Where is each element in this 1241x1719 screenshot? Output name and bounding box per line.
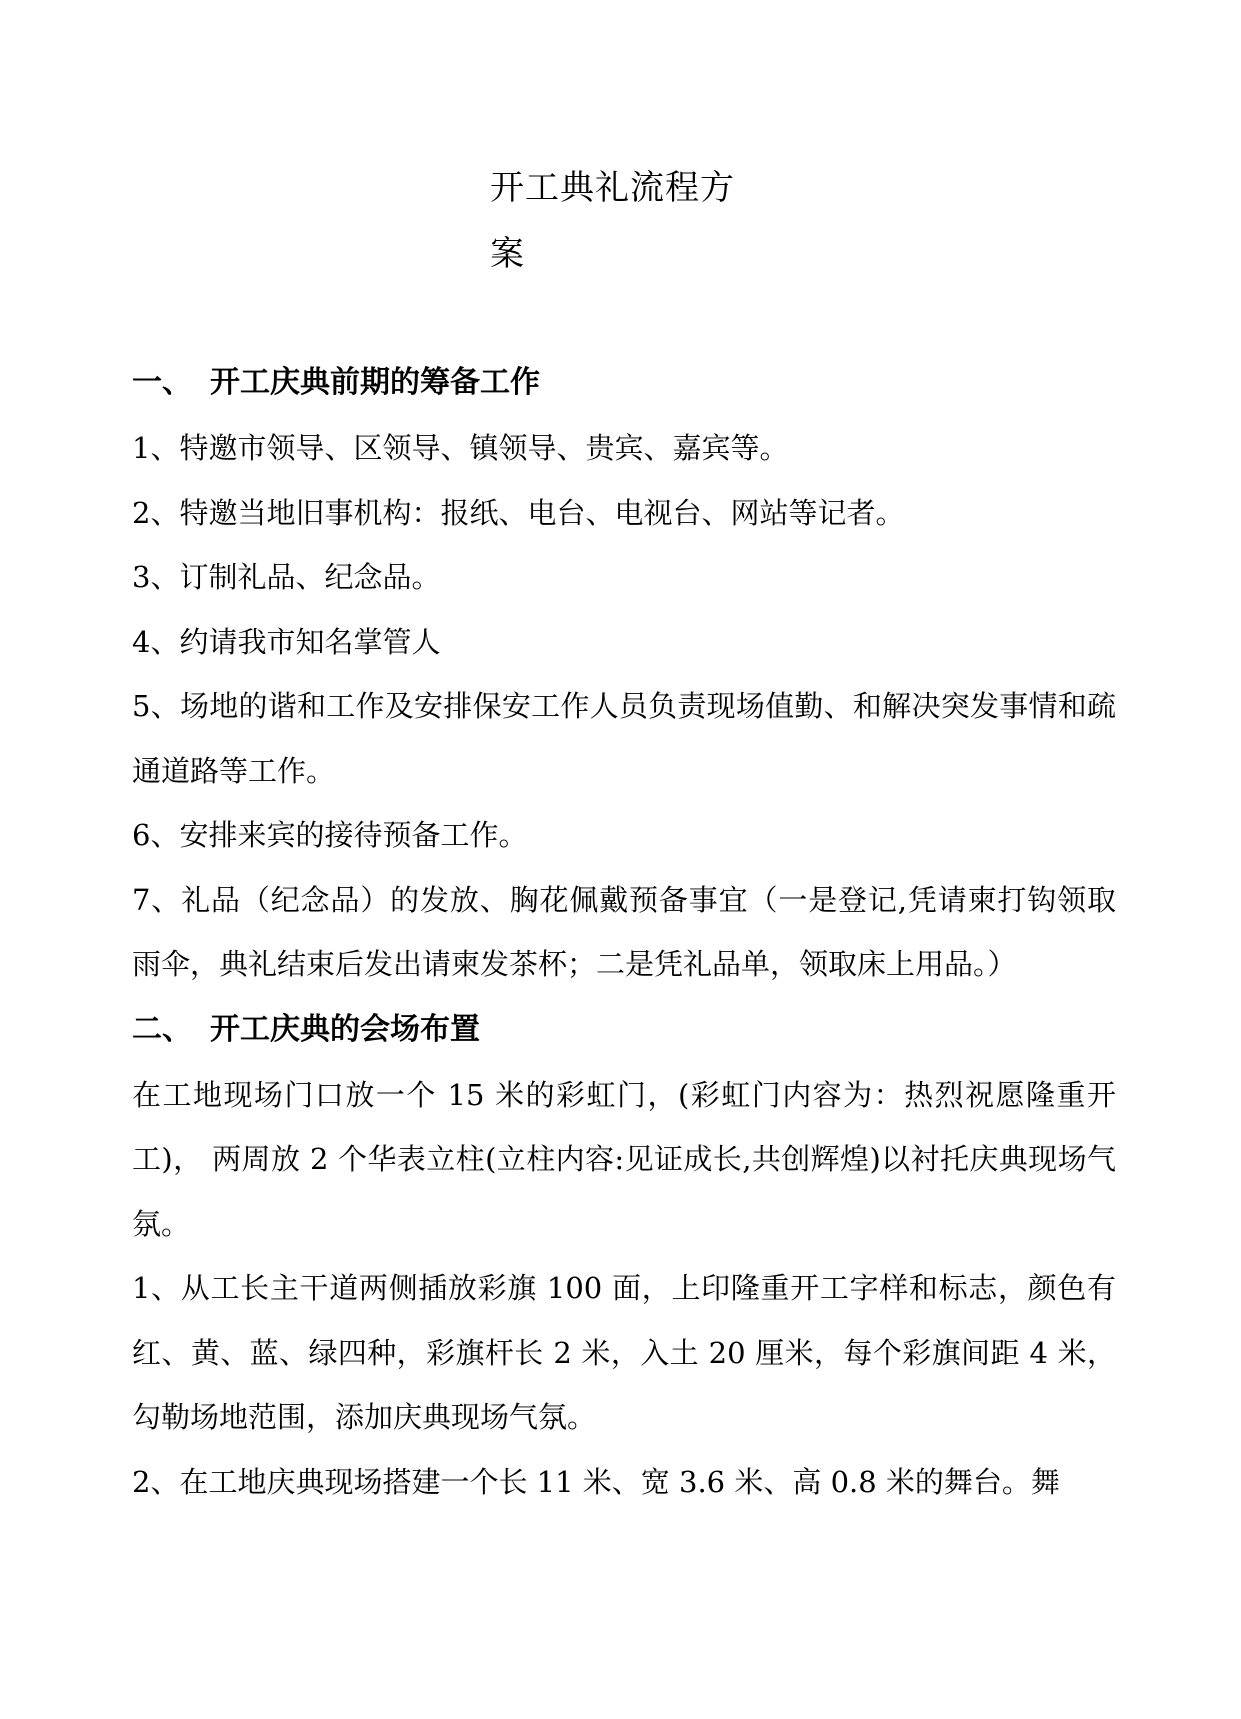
- paragraph: 6、安排来宾的接待预备工作。: [132, 818, 528, 852]
- section-heading-1: [132, 350, 1116, 416]
- section-number: 二、: [132, 1011, 192, 1047]
- paragraph: 1、特邀市领导、区领导、镇领导、贵宾、嘉宾等。: [132, 431, 789, 465]
- paragraph: 1、从工长主干道两侧插放彩旗 100 面，上印隆重开工字样和标志，颜色有红、黄、蓝、绿四种，彩旗杆长 2 米，入土 20 厘米，每个彩旗间距 4 米，勾勒场地范围，添加庆典现场气氛。: [132, 1271, 1116, 1434]
- paragraph: 3、订制礼品、纪念品。: [132, 560, 441, 594]
- section-title: 开工庆典的会场布置: [210, 1011, 480, 1047]
- document-title: 开工典礼流程方案: [490, 168, 735, 274]
- paragraph: 2、在工地庆典现场搭建一个长 11 米、宽 3.6 米、高 0.8 米的舞台。舞: [132, 1464, 1060, 1499]
- section-number: 一、: [132, 365, 192, 400]
- paragraph: 4、约请我市知名掌管人: [132, 624, 441, 659]
- paragraph: 5、场地的谐和工作及安排保安工作人员负责现场值勤、和解决突发事情和疏通道路等工作。: [132, 689, 1116, 788]
- section-heading-2: [132, 997, 1116, 1063]
- paragraph: 在工地现场门口放一个 15 米的彩虹门，(彩虹门内容为：热烈祝愿隆重开工)， 两周放 2 个华表立柱(立柱内容:见证成长,共创辉煌)以衬托庆典现场气氛。: [132, 1077, 1116, 1241]
- paragraph: 7、礼品（纪念品）的发放、胸花佩戴预备事宜（一是登记,凭请柬打钩领取雨伞，典礼结束后发出请柬发茶杯；二是凭礼品单，领取床上用品。）: [132, 882, 1116, 981]
- paragraph: 2、特邀当地旧事机构：报纸、电台、电视台、网站等记者。: [132, 495, 905, 530]
- document-body: [132, 350, 1116, 1514]
- section-title: 开工庆典前期的筹备工作: [210, 365, 540, 400]
